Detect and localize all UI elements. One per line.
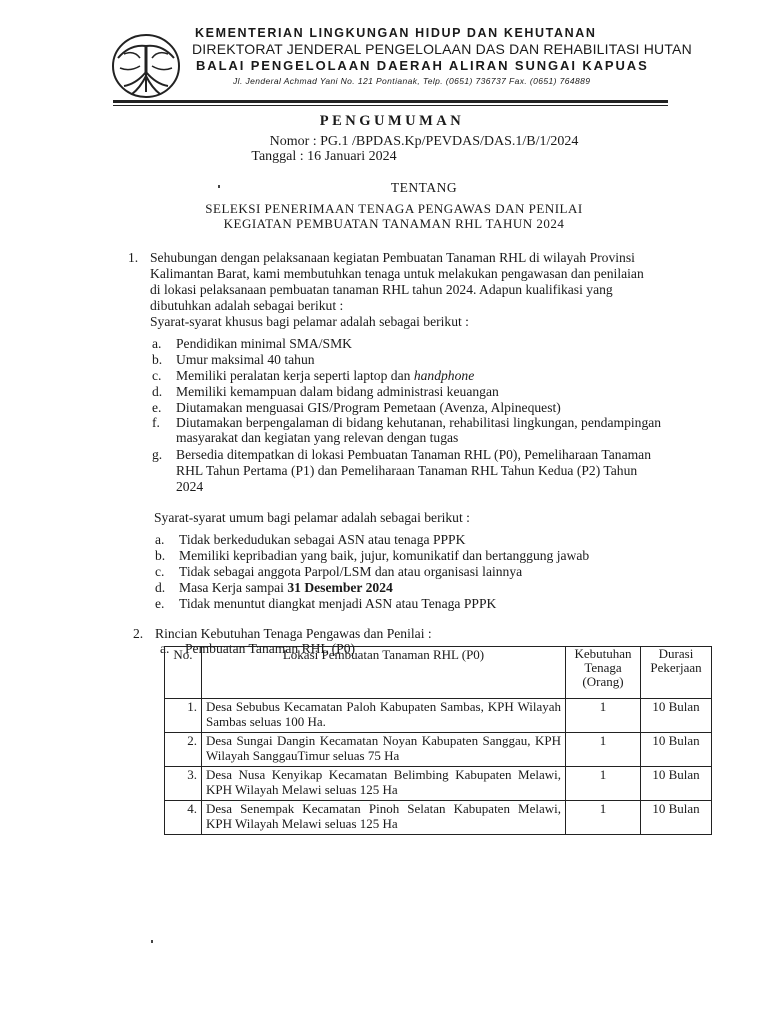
intro-line: di lokasi pelaksanaan pembuatan tanaman RHL tahun 2024. Adapun kualifikasi yang xyxy=(150,282,613,297)
intro-line: Kalimantan Barat, kami membutuhkan tenaga untuk melakukan pengawasan dan penilaian xyxy=(150,266,644,281)
col-header-duration xyxy=(641,647,712,699)
cell-duration: 10 Bulan xyxy=(641,801,712,835)
cell-needs: 1 xyxy=(566,733,641,767)
list-item: Tidak berkedudukan sebagai ASN atau tenaga PPPK xyxy=(179,532,466,547)
list-item: Diutamakan menguasai GIS/Program Pemetaan (Avenza, Alpinequest) xyxy=(176,400,561,415)
list-letter: a. xyxy=(152,336,162,351)
needs-table xyxy=(164,646,712,835)
intro-line: Sehubungan dengan pelaksanaan kegiatan Pembuatan Tanaman RHL di wilayah Provinsi xyxy=(150,250,635,265)
scan-speck xyxy=(218,185,220,188)
table-row xyxy=(165,801,712,835)
list-letter: b. xyxy=(155,548,166,563)
list-letter: d. xyxy=(152,384,163,399)
list-item-text: Masa Kerja sampai xyxy=(179,580,288,595)
list-item: Tidak menuntut diangkat menjadi ASN atau Tenaga PPPK xyxy=(179,596,497,611)
cell-location: Desa Sungai Dangin Kecamatan Noyan Kabupaten Sanggau, KPH Wilayah SanggauTimur seluas 75 Ha xyxy=(202,733,566,767)
letterhead-divider-thin xyxy=(113,105,668,106)
reference-number: Nomor : PG.1 /BPDAS.Kp/PEVDAS/DAS.1/B/1/2024 xyxy=(269,134,579,149)
cell-needs: 1 xyxy=(566,767,641,801)
list-item-italic: handphone xyxy=(413,368,475,383)
list-item: Memiliki kepribadian yang baik, jujur, komunikatif dan bertanggung jawab xyxy=(179,548,590,563)
announcement-date: Tanggal : 16 Januari 2024 xyxy=(251,149,397,164)
col-header-duration-line: Pekerjaan xyxy=(650,660,702,675)
letterhead-office: BALAI PENGELOLAAN DAERAH ALIRAN SUNGAI KAPUAS xyxy=(196,58,649,73)
col-header-needs-line: Tenaga xyxy=(584,660,622,675)
list-letter: c. xyxy=(152,368,162,383)
list-item: Pendidikan minimal SMA/SMK xyxy=(176,336,352,351)
table-row xyxy=(165,767,712,801)
sub-letter: a. xyxy=(160,641,170,656)
list-item xyxy=(176,368,474,384)
cell-duration: 10 Bulan xyxy=(641,733,712,767)
col-header-no: No. xyxy=(165,647,202,699)
list-item xyxy=(179,580,393,596)
col-header-needs-line: Kebutuhan xyxy=(574,646,632,661)
list-item: Tidak sebagai anggota Parpol/LSM dan atau organisasi lainnya xyxy=(179,564,523,579)
list-letter: a. xyxy=(155,532,165,547)
cell-duration: 10 Bulan xyxy=(641,767,712,801)
list-letter: d. xyxy=(155,580,166,595)
subject-line-1: SELEKSI PENERIMAAN TENAGA PENGAWAS DAN PENILAI xyxy=(205,201,583,216)
cell-no: 1. xyxy=(165,699,202,733)
col-header-needs-line: (Orang) xyxy=(582,674,624,689)
list-item: Diutamakan berpengalaman di bidang kehutanan, rehabilitasi lingkungan, pendampingan xyxy=(176,415,662,430)
cell-location: Desa Nusa Kenyikap Kecamatan Belimbing Kabupaten Melawi, KPH Wilayah Melawi seluas 125 Ha xyxy=(202,767,566,801)
list-item: Memiliki kemampuan dalam bidang administrasi keuangan xyxy=(176,384,499,399)
table-header-row xyxy=(165,647,712,699)
table-row xyxy=(165,733,712,767)
subject-label: TENTANG xyxy=(390,180,458,195)
table-row xyxy=(165,699,712,733)
letterhead-directorate: DIREKTORAT JENDERAL PENGELOLAAN DAS DAN REHABILITASI HUTAN xyxy=(192,41,692,57)
ministry-logo-icon xyxy=(110,32,182,100)
cell-duration: 10 Bulan xyxy=(641,699,712,733)
cell-needs: 1 xyxy=(566,699,641,733)
section-heading: Rincian Kebutuhan Tenaga Pengawas dan Penilai : xyxy=(155,626,432,641)
cell-no: 4. xyxy=(165,801,202,835)
subject-line-2: KEGIATAN PEMBUATAN TANAMAN RHL TAHUN 2024 xyxy=(223,216,565,231)
list-item-continuation: 2024 xyxy=(176,479,204,494)
list-item-text: Memiliki peralatan kerja seperti laptop dan xyxy=(176,368,414,383)
letterhead-ministry: KEMENTERIAN LINGKUNGAN HIDUP DAN KEHUTANAN xyxy=(195,26,597,40)
contract-end-date: 31 Desember 2024 xyxy=(287,580,393,595)
letterhead-divider xyxy=(113,100,668,103)
scan-speck xyxy=(151,940,153,943)
special-requirements-heading: Syarat-syarat khusus bagi pelamar adalah sebagai berikut : xyxy=(150,314,469,329)
general-requirements-heading: Syarat-syarat umum bagi pelamar adalah sebagai berikut : xyxy=(154,510,470,525)
list-item-continuation: masyarakat dan kegiatan yang relevan dengan tugas xyxy=(176,430,459,445)
section-number: 2. xyxy=(133,626,144,641)
col-header-needs xyxy=(566,647,641,699)
list-letter: e. xyxy=(152,400,162,415)
sub-heading: Pembuatan Tanaman RHL (P0) xyxy=(185,641,356,656)
list-item-continuation: RHL Tahun Pertama (P1) dan Pemeliharaan Tanaman RHL Tahun Kedua (P2) Tahun xyxy=(176,463,638,478)
cell-needs: 1 xyxy=(566,801,641,835)
list-letter: g. xyxy=(152,447,163,462)
list-letter: b. xyxy=(152,352,163,367)
list-item: Bersedia ditempatkan di lokasi Pembuatan Tanaman RHL (P0), Pemeliharaan Tanaman xyxy=(176,447,652,462)
section-number: 1. xyxy=(128,250,139,265)
list-letter: e. xyxy=(155,596,165,611)
cell-location: Desa Senempak Kecamatan Pinoh Selatan Kabupaten Melawi, KPH Wilayah Melawi seluas 125 Ha xyxy=(202,801,566,835)
list-item: Umur maksimal 40 tahun xyxy=(176,352,315,367)
list-letter: c. xyxy=(155,564,165,579)
list-letter: f. xyxy=(152,415,160,430)
cell-location: Desa Sebubus Kecamatan Paloh Kabupaten Sambas, KPH Wilayah Sambas seluas 100 Ha. xyxy=(202,699,566,733)
letterhead-address: Jl. Jenderal Achmad Yani No. 121 Pontianak, Telp. (0651) 736737 Fax. (0651) 764889 xyxy=(233,76,591,86)
col-header-location: Lokasi Pembuatan Tanaman RHL (P0) xyxy=(202,647,566,699)
col-header-duration-line: Durasi xyxy=(658,646,694,661)
announcement-title: PENGUMUMAN xyxy=(319,113,465,129)
cell-no: 2. xyxy=(165,733,202,767)
cell-no: 3. xyxy=(165,767,202,801)
intro-line: dibutuhkan adalah sebagai berikut : xyxy=(150,298,344,313)
